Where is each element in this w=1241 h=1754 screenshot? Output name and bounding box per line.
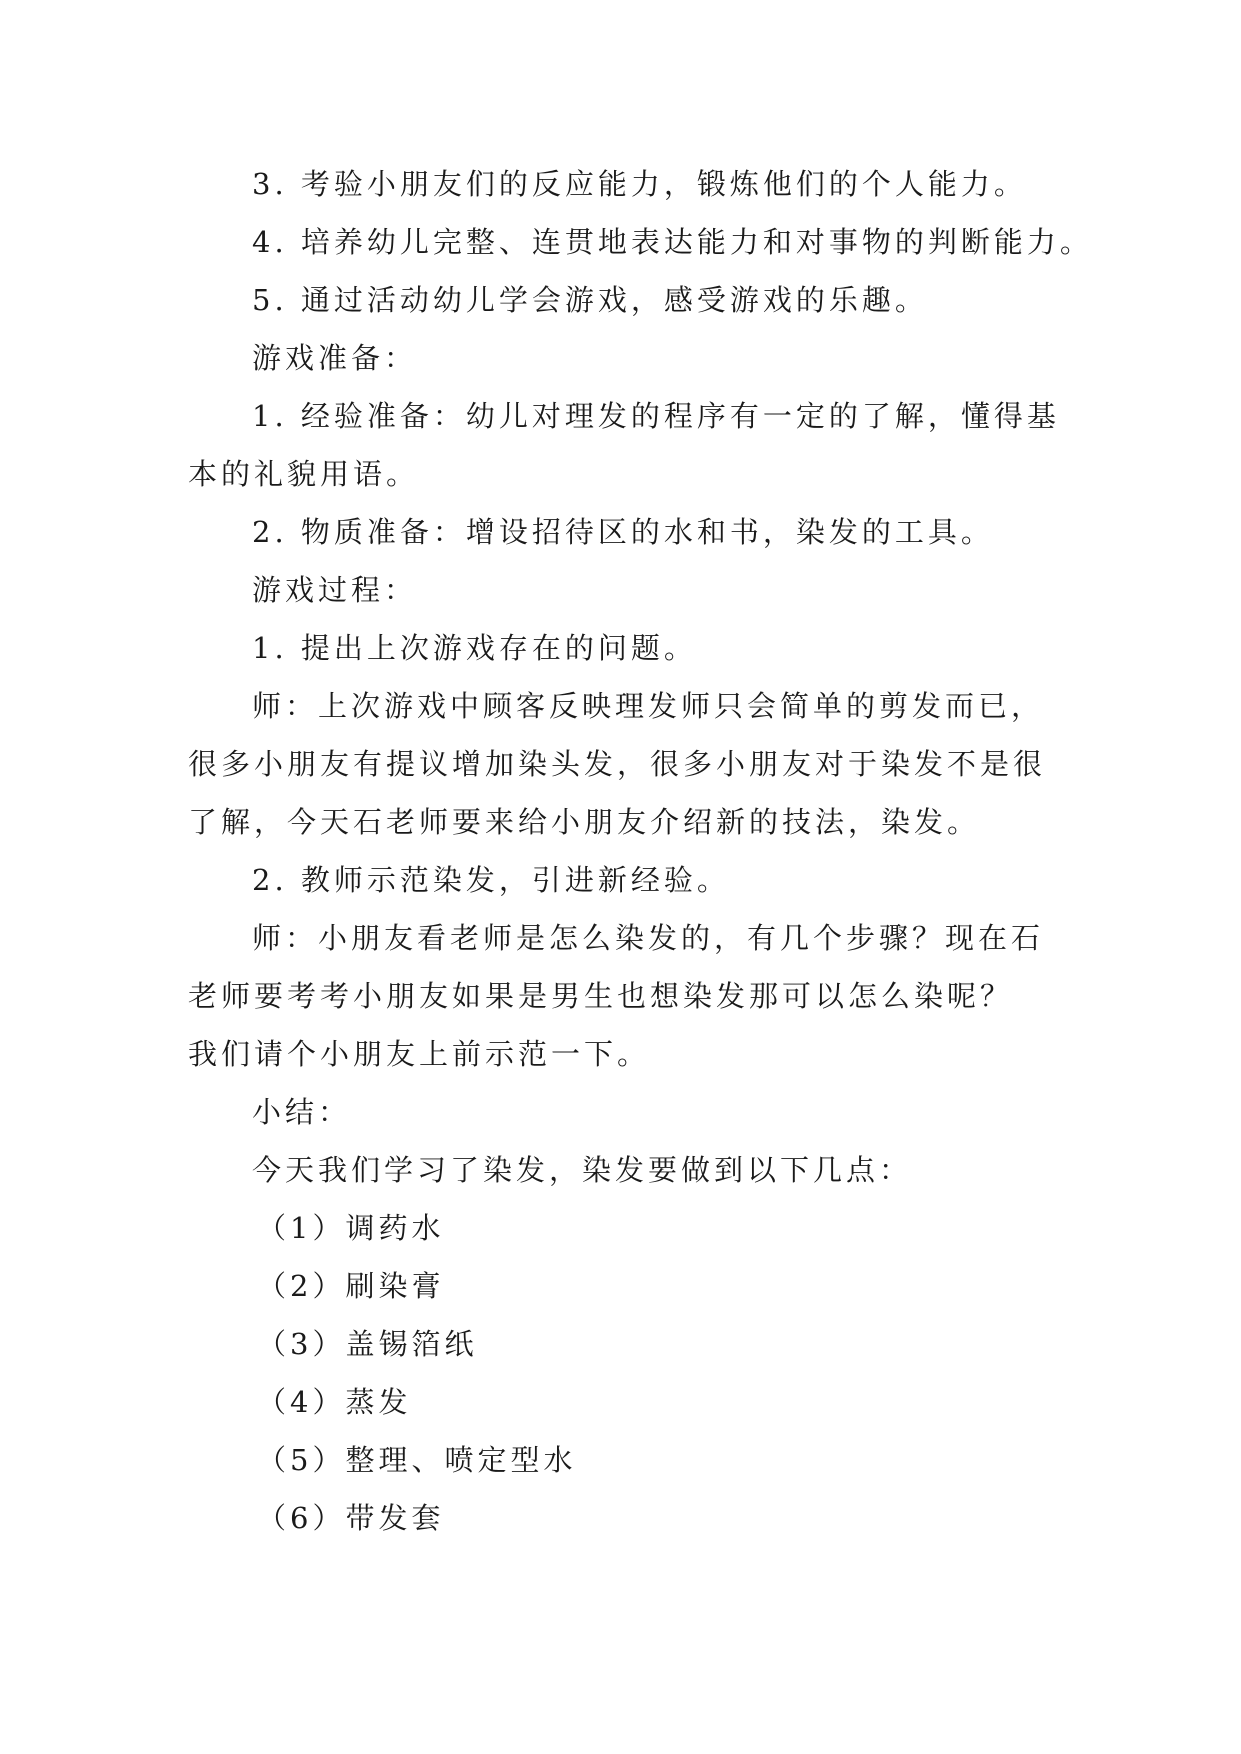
summary-item-2: （2）刷染膏 xyxy=(257,1269,445,1303)
section-heading-summary: 小结： xyxy=(252,1095,352,1129)
preparation-1-continued: 本的礼貌用语。 xyxy=(188,457,420,491)
section-heading-preparation: 游戏准备： xyxy=(252,341,418,375)
objective-5: 5. 通过活动幼儿学会游戏，感受游戏的乐趣。 xyxy=(252,283,928,317)
teacher-speech-2-line-3: 我们请个小朋友上前示范一下。 xyxy=(188,1037,651,1071)
objective-4: 4. 培养幼儿完整、连贯地表达能力和对事物的判断能力。 xyxy=(252,225,1093,259)
section-heading-process: 游戏过程： xyxy=(252,573,418,607)
process-step-1: 1. 提出上次游戏存在的问题。 xyxy=(252,631,697,665)
teacher-speech-1-line-2: 很多小朋友有提议增加染头发，很多小朋友对于染发不是很 xyxy=(188,747,1047,781)
summary-item-5: （5）整理、喷定型水 xyxy=(257,1443,577,1477)
summary-intro: 今天我们学习了染发，染发要做到以下几点： xyxy=(252,1153,913,1187)
summary-item-6: （6）带发套 xyxy=(257,1501,445,1535)
teacher-speech-2-line-2: 老师要考考小朋友如果是男生也想染发那可以怎么染呢？ xyxy=(188,979,1014,1013)
preparation-1: 1. 经验准备：幼儿对理发的程序有一定的了解，懂得基 xyxy=(252,399,1060,433)
summary-item-4: （4）蒸发 xyxy=(257,1385,412,1419)
objective-3: 3. 考验小朋友们的反应能力，锻炼他们的个人能力。 xyxy=(252,167,1027,201)
preparation-2: 2. 物质准备：增设招待区的水和书，染发的工具。 xyxy=(252,515,994,549)
process-step-2: 2. 教师示范染发，引进新经验。 xyxy=(252,863,730,897)
teacher-speech-2: 师：小朋友看老师是怎么染发的，有几个步骤？现在石 xyxy=(252,921,1045,955)
teacher-speech-1: 师：上次游戏中顾客反映理发师只会简单的剪发而已， xyxy=(252,689,1045,723)
summary-item-3: （3）盖锡箔纸 xyxy=(257,1327,478,1361)
summary-item-1: （1）调药水 xyxy=(257,1211,445,1245)
teacher-speech-1-line-3: 了解，今天石老师要来给小朋友介绍新的技法，染发。 xyxy=(188,805,981,839)
